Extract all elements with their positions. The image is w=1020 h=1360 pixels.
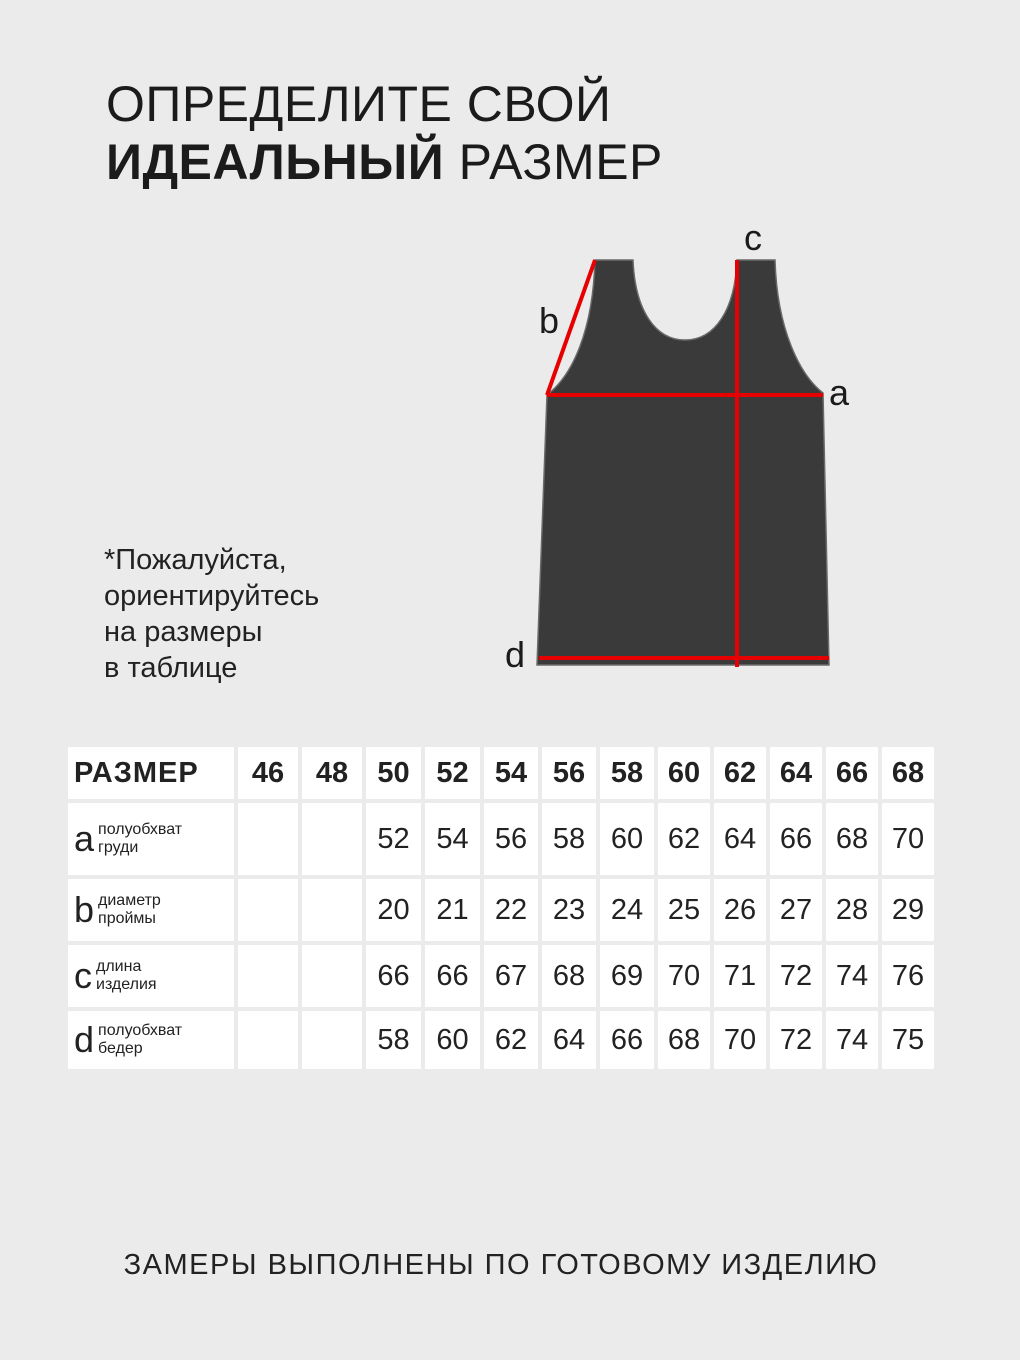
table-cell: 67 <box>484 945 538 1007</box>
table-cell: 66 <box>425 945 480 1007</box>
table-cell <box>238 945 298 1007</box>
table-cell: 52 <box>366 803 421 875</box>
table-cell: 22 <box>484 879 538 941</box>
table-cell: 62 <box>484 1011 538 1069</box>
table-cell: 24 <box>600 879 654 941</box>
header-label: РАЗМЕР <box>68 747 234 799</box>
table-cell: 75 <box>882 1011 934 1069</box>
table-cell: 70 <box>882 803 934 875</box>
row-label <box>68 879 234 941</box>
table-row <box>68 803 934 875</box>
table-cell: 70 <box>714 1011 766 1069</box>
table-cell: 54 <box>425 803 480 875</box>
row-label <box>68 945 234 1007</box>
label-d: d <box>504 634 526 675</box>
table-cell: 68 <box>658 1011 710 1069</box>
label-b: b <box>538 300 560 341</box>
size-note <box>104 542 319 686</box>
size-header: 48 <box>302 747 362 799</box>
table-header-row <box>68 747 934 799</box>
row-desc-line: бедер <box>98 1040 143 1057</box>
size-header: 52 <box>425 747 480 799</box>
table-cell <box>302 1011 362 1069</box>
size-header: 60 <box>658 747 710 799</box>
row-desc-line: полуобхват <box>98 1022 183 1039</box>
row-label <box>68 803 234 875</box>
title-line-1: ОПРЕДЕЛИТЕ СВОЙ <box>106 76 612 132</box>
title-line-2 <box>106 134 663 190</box>
table-cell: 72 <box>770 1011 822 1069</box>
page-title <box>106 76 663 190</box>
table-cell: 21 <box>425 879 480 941</box>
note-line: на размеры <box>104 616 263 648</box>
size-header: 64 <box>770 747 822 799</box>
note-line: в таблице <box>104 652 238 684</box>
row-desc-line: проймы <box>98 910 156 927</box>
size-header: 68 <box>882 747 934 799</box>
tank-top-measurement-diagram <box>495 215 875 685</box>
table-cell: 71 <box>714 945 766 1007</box>
table-cell: 69 <box>600 945 654 1007</box>
size-header: 58 <box>600 747 654 799</box>
table-cell: 25 <box>658 879 710 941</box>
table-row <box>68 879 934 941</box>
table-cell: 58 <box>542 803 596 875</box>
tank-top-garment <box>537 260 829 665</box>
table-cell <box>302 879 362 941</box>
table-cell: 26 <box>714 879 766 941</box>
table-cell <box>302 945 362 1007</box>
size-table <box>64 743 938 1073</box>
table-row <box>68 945 934 1007</box>
table-cell <box>238 803 298 875</box>
table-cell: 68 <box>542 945 596 1007</box>
table-cell <box>302 803 362 875</box>
table-cell: 64 <box>542 1011 596 1069</box>
table-cell: 60 <box>600 803 654 875</box>
footer-note: ЗАМЕРЫ ВЫПОЛНЕНЫ ПО ГОТОВОМУ ИЗДЕЛИЮ <box>123 1249 879 1281</box>
size-header: 50 <box>366 747 421 799</box>
row-letter: c <box>74 955 92 996</box>
note-line: ориентируйтесь <box>104 580 320 612</box>
table-cell: 72 <box>770 945 822 1007</box>
row-letter: d <box>74 1019 95 1060</box>
title-bold-word: ИДЕАЛЬНЫЙ <box>106 134 445 190</box>
row-letter: b <box>74 889 95 930</box>
table-cell: 58 <box>366 1011 421 1069</box>
table-cell: 66 <box>600 1011 654 1069</box>
table-cell: 56 <box>484 803 538 875</box>
table-cell: 68 <box>826 803 878 875</box>
table-cell: 76 <box>882 945 934 1007</box>
table-cell: 27 <box>770 879 822 941</box>
table-row <box>68 1011 934 1069</box>
row-desc-line: полуобхват <box>98 821 183 838</box>
label-c: c <box>744 217 762 258</box>
label-a: a <box>828 372 850 413</box>
size-header: 66 <box>826 747 878 799</box>
row-label <box>68 1011 234 1069</box>
table-cell <box>238 1011 298 1069</box>
size-header: 62 <box>714 747 766 799</box>
table-cell: 29 <box>882 879 934 941</box>
table-cell: 28 <box>826 879 878 941</box>
table-cell: 66 <box>366 945 421 1007</box>
row-desc-line: длина <box>96 958 142 975</box>
row-desc-line: диаметр <box>98 892 161 909</box>
table-cell: 62 <box>658 803 710 875</box>
row-letter: a <box>74 818 95 859</box>
title-regular-word: РАЗМЕР <box>458 134 663 190</box>
table-cell: 20 <box>366 879 421 941</box>
table-cell <box>238 879 298 941</box>
size-header: 56 <box>542 747 596 799</box>
note-line: *Пожалуйста, <box>104 544 287 576</box>
size-header: 46 <box>238 747 298 799</box>
table-cell: 74 <box>826 945 878 1007</box>
row-desc-line: изделия <box>96 976 157 993</box>
table-cell: 74 <box>826 1011 878 1069</box>
table-cell: 64 <box>714 803 766 875</box>
table-cell: 23 <box>542 879 596 941</box>
table-cell: 60 <box>425 1011 480 1069</box>
table-cell: 70 <box>658 945 710 1007</box>
row-desc-line: груди <box>98 839 139 856</box>
size-header: 54 <box>484 747 538 799</box>
table-cell: 66 <box>770 803 822 875</box>
